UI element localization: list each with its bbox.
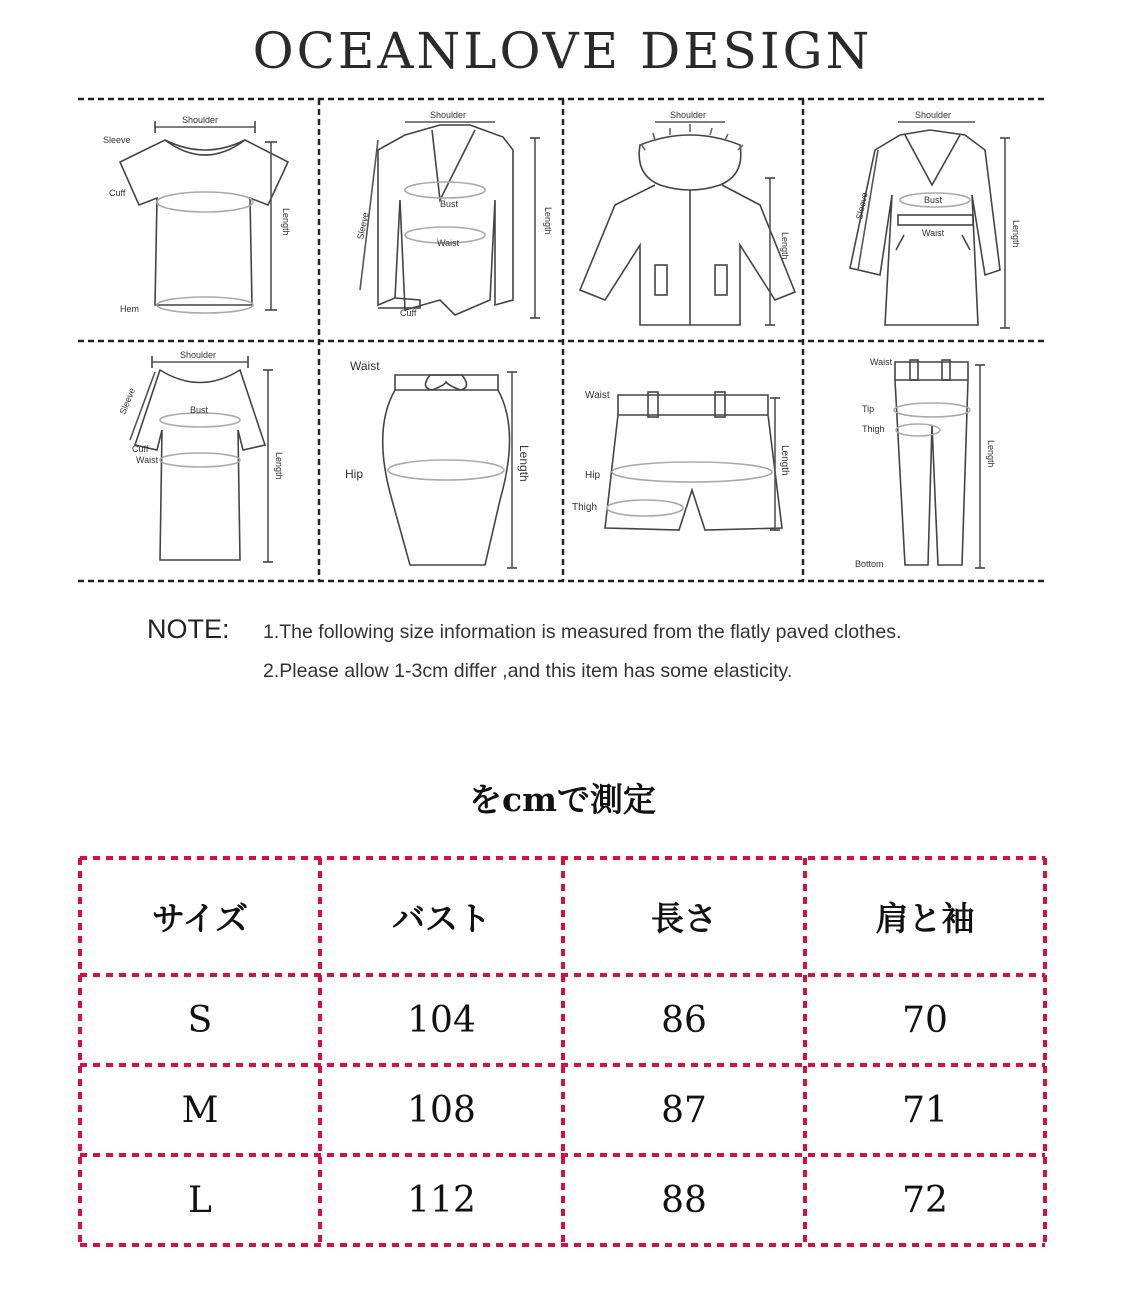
label-length: Length — [1011, 220, 1021, 248]
label-length: Length — [779, 445, 790, 476]
note-line-2: 2.Please allow 1-3cm differ ,and this item has some elasticity. — [263, 660, 793, 682]
label-length: Length — [281, 208, 291, 236]
label-bust: Bust — [924, 195, 943, 205]
size-label-cell: S — [187, 999, 213, 1041]
table-value-cell: 70 — [902, 999, 948, 1041]
brand-title: OCEANLOVE DESIGN — [252, 22, 873, 80]
label-bust: Bust — [440, 199, 459, 209]
table-header-cell: サイズ — [151, 899, 249, 938]
label-cuff: Cuff — [109, 188, 126, 198]
label-hem: Hem — [120, 304, 140, 314]
label-bottom: Bottom — [855, 559, 884, 569]
table-heading: をcmで測定 — [468, 780, 656, 819]
size-label-cell: L — [188, 1179, 212, 1221]
label-cuff: Cuff — [132, 444, 149, 454]
label-waist: Waist — [870, 357, 893, 367]
label-waist: Waist — [437, 238, 460, 248]
label-thigh: Thigh — [572, 502, 598, 513]
label-length: Length — [780, 232, 790, 260]
table-header-cell: 肩と袖 — [875, 899, 975, 938]
table-value-cell: 108 — [407, 1089, 476, 1131]
table-value-cell: 87 — [661, 1089, 707, 1131]
size-label-cell: M — [181, 1089, 219, 1131]
label-shoulder: Shoulder — [182, 115, 219, 125]
label-shoulder: Shoulder — [670, 110, 707, 120]
label-sleeve: Sleeve — [355, 211, 371, 241]
label-thigh: Thigh — [862, 424, 885, 434]
label-sleeve: Sleeve — [854, 191, 870, 221]
label-waist: Waist — [350, 359, 380, 373]
label-bust: Bust — [190, 405, 209, 415]
label-waist: Waist — [136, 455, 159, 465]
label-tip: Tip — [862, 404, 875, 414]
label-length: Length — [517, 445, 531, 482]
label-length: Length — [986, 440, 996, 468]
table-header-cell: バスト — [392, 899, 491, 938]
table-value-cell: 72 — [902, 1179, 948, 1221]
table-header-cell: 長さ — [651, 899, 717, 938]
note-line-1: 1.The following size information is measured from the flatly paved clothes. — [263, 621, 902, 643]
label-hip: Hip — [585, 470, 601, 481]
label-waist: Waist — [585, 390, 610, 401]
table-value-cell: 88 — [661, 1179, 707, 1221]
label-cuff: Cuff — [400, 308, 417, 318]
table-value-cell: 104 — [407, 999, 476, 1041]
label-shoulder: Shoulder — [180, 350, 217, 360]
label-sleeve: Sleeve — [117, 386, 138, 416]
table-value-cell: 112 — [407, 1179, 476, 1221]
label-shoulder: Shoulder — [915, 110, 952, 120]
label-length: Length — [274, 452, 284, 480]
label-shoulder: Shoulder — [430, 110, 467, 120]
table-value-cell: 71 — [902, 1089, 948, 1131]
label-hip: Hip — [345, 467, 364, 481]
table-value-cell: 86 — [661, 999, 707, 1041]
label-waist: Waist — [922, 228, 945, 238]
label-sleeve: Sleeve — [103, 135, 131, 145]
label-length: Length — [543, 207, 553, 235]
note-label: NOTE: — [147, 614, 230, 644]
